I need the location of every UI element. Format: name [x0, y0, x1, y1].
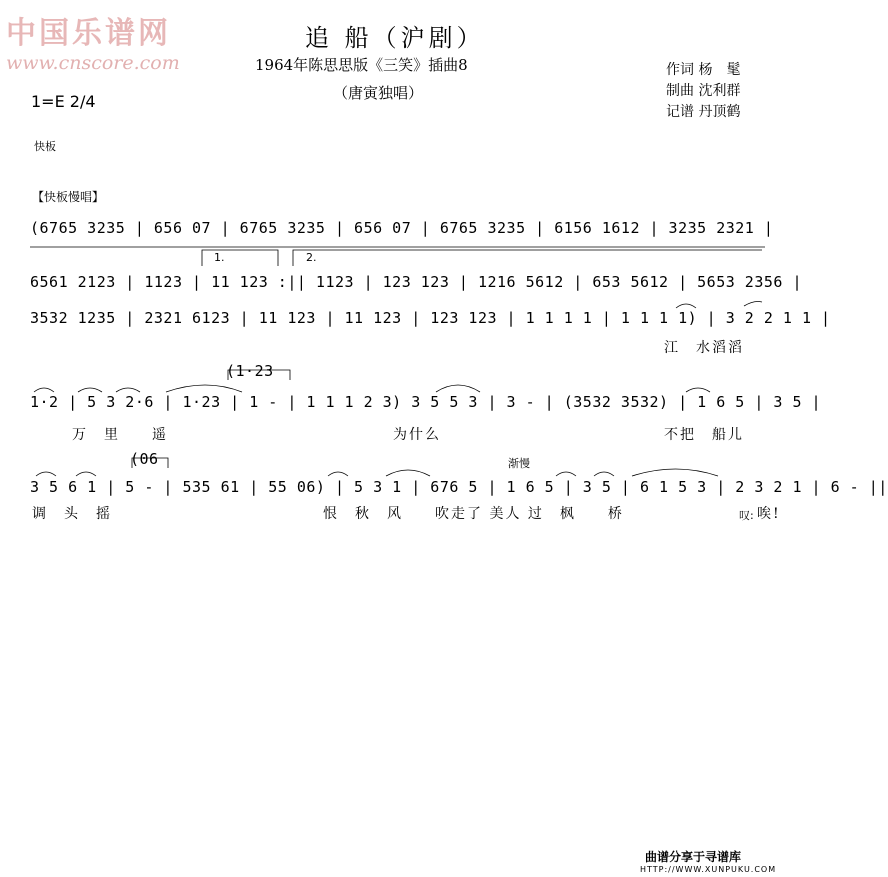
- credit-transcriber: 记谱 丹顶鹤: [666, 104, 741, 120]
- slur: [166, 385, 242, 392]
- lyrics-row-5a: 调 头 摇: [32, 506, 112, 522]
- volta-1-label: 1.: [214, 251, 225, 264]
- slur: [34, 388, 54, 392]
- volta-2-label: 2.: [306, 251, 317, 264]
- lyrics-row-4a: 万 里 遥: [72, 427, 168, 443]
- score-subtitle: 1964年陈思思版《三笑》插曲8: [255, 56, 468, 74]
- cue-5-bracket: [132, 458, 168, 468]
- slur: [78, 388, 102, 392]
- performer-note: （唐寅独唱）: [333, 84, 424, 102]
- notation-row-1: (6765 3235 | 656 07 | 6765 3235 | 656 07 | 6765 3235 | 6156 1612 | 3235 2321 |: [30, 219, 774, 237]
- watermark-url: www.cnscore.com: [6, 52, 180, 74]
- notation-row-3: 3532 1235 | 2321 6123 | 11 123 | 11 123 | 123 123 | 1 1 1 1 | 1 1 1 1) | 3 2 2 1 1 |: [30, 309, 831, 327]
- cue-4-bracket: [228, 370, 290, 380]
- notation-row-4: 1·2 | 5 3 2·6 | 1·23 | 1 - | 1 1 1 2 3) 3 5 5 3 | 3 - | (3532 3532) | 1 6 5 | 3 5 |: [30, 393, 822, 411]
- lyrics-row-4c: 不把 船儿: [664, 427, 744, 443]
- slur: [116, 388, 140, 392]
- credit-lyricist: 作词 杨 髦: [666, 62, 741, 78]
- slur: [632, 469, 718, 476]
- section-marker: 【快板慢唱】: [32, 190, 105, 204]
- watermark-logo: 中国乐谱网: [6, 16, 171, 51]
- tempo-marking: 快板: [34, 140, 56, 153]
- slur: [436, 385, 480, 392]
- key-signature: 1=E 2/4: [31, 92, 96, 111]
- slur: [676, 304, 696, 308]
- lyrics-row-3: 江 水滔滔: [664, 340, 744, 356]
- notation-row-5: 3 5 6 1 | 5 - | 535 61 | 55 06) | 5 3 1 | 676 5 | 1 6 5 | 3 5 | 6 1 5 3 | 2 3 2 1 | 6 - ||: [30, 478, 888, 496]
- tempo-change: 渐慢: [508, 457, 530, 470]
- volta-1-bracket: [202, 250, 278, 266]
- volta-2-bracket: [293, 250, 762, 266]
- notation-row-2: 6561 2123 | 1123 | 11 123 :|| 1123 | 123 123 | 1216 5612 | 653 5612 | 5653 2356 |: [30, 273, 802, 291]
- lyrics-row-5c: 唉!: [757, 506, 781, 522]
- slur: [36, 472, 56, 476]
- cue-row-5: (06: [130, 450, 159, 468]
- score-title: 追 船（沪剧）: [305, 24, 485, 52]
- lyrics-row-5b: 恨 秋 风 吹走了 美人 过 枫 桥: [323, 506, 624, 522]
- lyrics-row-4b: 为什么: [393, 427, 441, 443]
- slur: [594, 472, 614, 476]
- slur: [386, 470, 430, 476]
- slur: [686, 388, 710, 392]
- slur: [744, 302, 762, 307]
- credit-composer: 制曲 沈利群: [666, 83, 741, 99]
- cue-row-4: (1·23: [226, 362, 274, 380]
- slur: [76, 472, 96, 476]
- footer-url: HTTP://WWW.XUNPUKU.COM: [640, 865, 777, 874]
- slur: [556, 472, 576, 476]
- slur: [328, 472, 348, 476]
- lyrics-row-5c-prefix: 叹:: [739, 509, 754, 522]
- footer-text: 曲谱分享于寻谱库: [645, 850, 742, 864]
